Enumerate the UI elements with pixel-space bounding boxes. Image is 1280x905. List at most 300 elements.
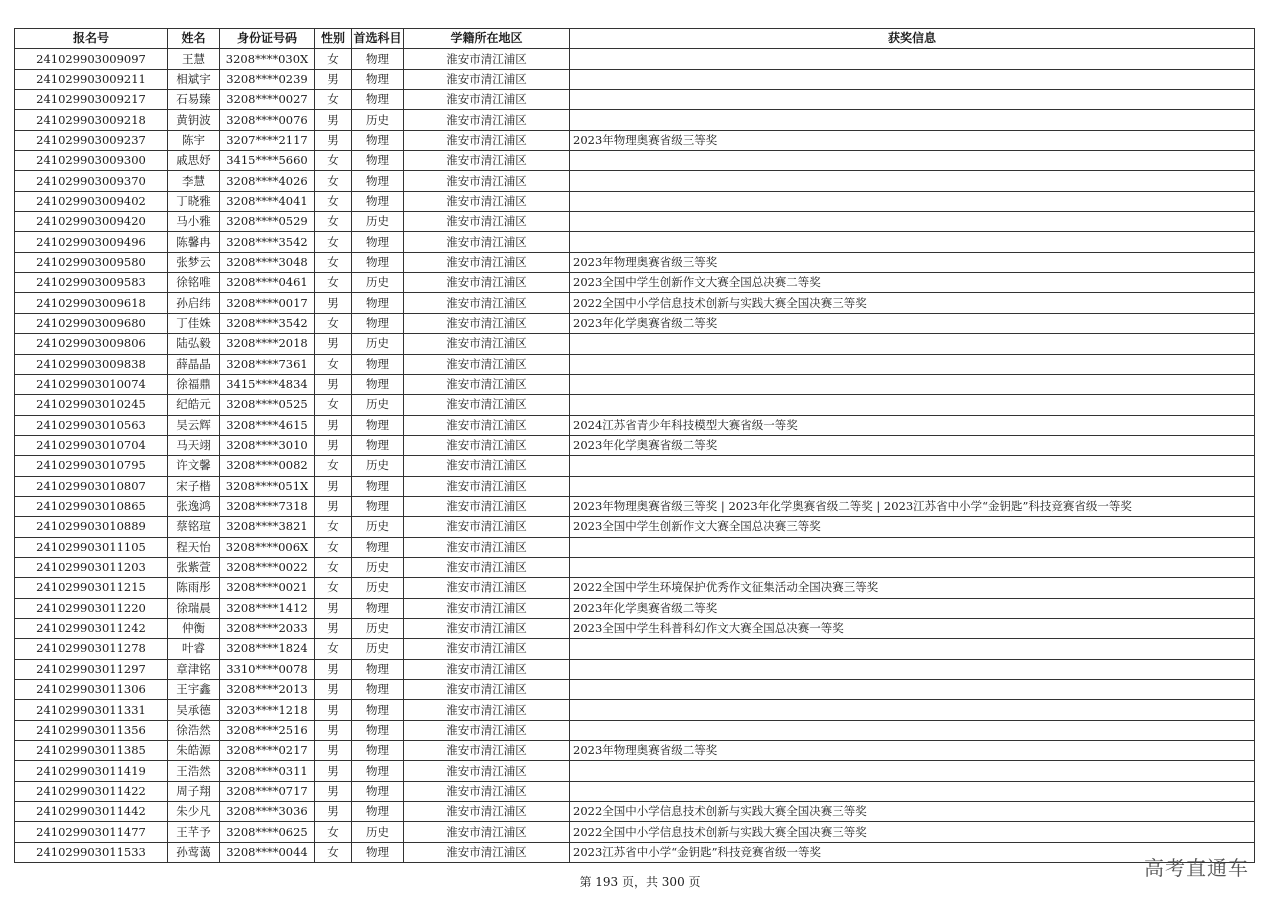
gender-cell: 男: [315, 680, 352, 700]
gender-cell: 男: [315, 69, 352, 89]
region-cell: 淮安市清江浦区: [404, 171, 570, 191]
region-cell: 淮安市清江浦区: [404, 700, 570, 720]
gender-cell: 女: [315, 537, 352, 557]
table-row: [15, 252, 1255, 272]
gender-cell: 男: [315, 130, 352, 150]
region-cell: 淮安市清江浦区: [404, 842, 570, 862]
region-cell: 淮安市清江浦区: [404, 822, 570, 842]
table-row: [15, 415, 1255, 435]
subject-cell: 历史: [352, 273, 404, 293]
id-number-cell: 3208****0461: [220, 273, 315, 293]
student-name-cell: 吴承德: [168, 700, 220, 720]
subject-cell: 历史: [352, 557, 404, 577]
award-info-cell: 2023年化学奥赛省级二等奖: [570, 435, 1255, 455]
award-info-cell: 2022全国中学生环境保护优秀作文征集活动全国决赛三等奖: [570, 578, 1255, 598]
award-info-cell: 2022全国中小学信息技术创新与实践大赛全国决赛三等奖: [570, 293, 1255, 313]
gender-cell: 女: [315, 354, 352, 374]
award-info-cell: [570, 781, 1255, 801]
registration-no-cell: 241029903011220: [15, 598, 168, 618]
region-cell: 淮安市清江浦区: [404, 130, 570, 150]
table-row: [15, 578, 1255, 598]
subject-cell: 物理: [352, 293, 404, 313]
table-row: [15, 761, 1255, 781]
table-row: [15, 151, 1255, 171]
header-region: 学籍所在地区: [404, 29, 570, 49]
id-number-cell: 3208****0625: [220, 822, 315, 842]
student-name-cell: 戚思妤: [168, 151, 220, 171]
region-cell: 淮安市清江浦区: [404, 741, 570, 761]
gender-cell: 女: [315, 212, 352, 232]
subject-cell: 物理: [352, 476, 404, 496]
registration-no-cell: 241029903009806: [15, 334, 168, 354]
student-name-cell: 相斌宇: [168, 69, 220, 89]
table-row: [15, 822, 1255, 842]
subject-cell: 物理: [352, 700, 404, 720]
subject-cell: 物理: [352, 537, 404, 557]
region-cell: 淮安市清江浦区: [404, 273, 570, 293]
registration-no-cell: 241029903010807: [15, 476, 168, 496]
region-cell: 淮安市清江浦区: [404, 151, 570, 171]
award-info-cell: [570, 557, 1255, 577]
registration-no-cell: 241029903011422: [15, 781, 168, 801]
award-info-cell: 2023江苏省中小学“金钥匙”科技竞赛省级一等奖: [570, 842, 1255, 862]
subject-cell: 物理: [352, 151, 404, 171]
registration-no-cell: 241029903009580: [15, 252, 168, 272]
subject-cell: 历史: [352, 456, 404, 476]
registration-no-cell: 241029903011203: [15, 557, 168, 577]
gender-cell: 男: [315, 293, 352, 313]
subject-cell: 历史: [352, 639, 404, 659]
registration-no-cell: 241029903011278: [15, 639, 168, 659]
watermark-logo-text: 高考直通车: [1144, 856, 1249, 880]
registration-no-cell: 241029903009583: [15, 273, 168, 293]
award-info-cell: 2023年物理奥赛省级二等奖: [570, 741, 1255, 761]
student-name-cell: 张梦云: [168, 252, 220, 272]
id-number-cell: 3208****4615: [220, 415, 315, 435]
award-list-sheet: [14, 28, 1254, 863]
table-body: [15, 49, 1255, 863]
gender-cell: 女: [315, 822, 352, 842]
student-name-cell: 陈雨彤: [168, 578, 220, 598]
student-name-cell: 纪皓元: [168, 395, 220, 415]
id-number-cell: 3208****0021: [220, 578, 315, 598]
registration-no-cell: 241029903010889: [15, 517, 168, 537]
table-row: [15, 395, 1255, 415]
award-info-cell: 2022全国中小学信息技术创新与实践大赛全国决赛三等奖: [570, 802, 1255, 822]
student-name-cell: 薛晶晶: [168, 354, 220, 374]
registration-no-cell: 241029903010563: [15, 415, 168, 435]
subject-cell: 物理: [352, 313, 404, 333]
id-number-cell: 3208****0217: [220, 741, 315, 761]
id-number-cell: 3208****2018: [220, 334, 315, 354]
award-info-cell: [570, 395, 1255, 415]
gender-cell: 男: [315, 700, 352, 720]
id-number-cell: 3207****2117: [220, 130, 315, 150]
header-gender: 性别: [315, 29, 352, 49]
region-cell: 淮安市清江浦区: [404, 680, 570, 700]
region-cell: 淮安市清江浦区: [404, 781, 570, 801]
award-info-cell: 2023年物理奥赛省级三等奖: [570, 130, 1255, 150]
table-row: [15, 802, 1255, 822]
registration-no-cell: 241029903011477: [15, 822, 168, 842]
gender-cell: 女: [315, 313, 352, 333]
award-info-cell: [570, 680, 1255, 700]
student-name-cell: 朱皓源: [168, 741, 220, 761]
award-info-cell: [570, 374, 1255, 394]
registration-no-cell: 241029903011533: [15, 842, 168, 862]
student-name-cell: 黄钥波: [168, 110, 220, 130]
header-registration-no: 报名号: [15, 29, 168, 49]
registration-no-cell: 241029903009218: [15, 110, 168, 130]
region-cell: 淮安市清江浦区: [404, 456, 570, 476]
gender-cell: 男: [315, 659, 352, 679]
table-row: [15, 680, 1255, 700]
region-cell: 淮安市清江浦区: [404, 334, 570, 354]
region-cell: 淮安市清江浦区: [404, 802, 570, 822]
id-number-cell: 3208****0311: [220, 761, 315, 781]
gender-cell: 女: [315, 557, 352, 577]
region-cell: 淮安市清江浦区: [404, 435, 570, 455]
id-number-cell: 3208****0017: [220, 293, 315, 313]
student-name-cell: 张紫萱: [168, 557, 220, 577]
subject-cell: 物理: [352, 659, 404, 679]
gender-cell: 男: [315, 618, 352, 638]
award-info-cell: [570, 49, 1255, 69]
registration-no-cell: 241029903009838: [15, 354, 168, 374]
id-number-cell: 3208****3542: [220, 313, 315, 333]
table-row: [15, 618, 1255, 638]
award-info-cell: [570, 720, 1255, 740]
table-row: [15, 69, 1255, 89]
gender-cell: 女: [315, 90, 352, 110]
table-row: [15, 842, 1255, 862]
table-row: [15, 171, 1255, 191]
student-name-cell: 石易臻: [168, 90, 220, 110]
gender-cell: 女: [315, 232, 352, 252]
id-number-cell: 3208****3036: [220, 802, 315, 822]
student-name-cell: 马小雅: [168, 212, 220, 232]
subject-cell: 物理: [352, 69, 404, 89]
table-row: [15, 232, 1255, 252]
region-cell: 淮安市清江浦区: [404, 537, 570, 557]
award-info-cell: [570, 476, 1255, 496]
student-name-cell: 张逸鸿: [168, 496, 220, 516]
award-info-cell: [570, 354, 1255, 374]
table-row: [15, 517, 1255, 537]
student-name-cell: 马天翊: [168, 435, 220, 455]
id-number-cell: 3208****051X: [220, 476, 315, 496]
table-row: [15, 374, 1255, 394]
award-info-cell: 2023全国中学生创新作文大赛全国总决赛二等奖: [570, 273, 1255, 293]
region-cell: 淮安市清江浦区: [404, 293, 570, 313]
registration-no-cell: 241029903011442: [15, 802, 168, 822]
id-number-cell: 3208****3542: [220, 232, 315, 252]
gender-cell: 男: [315, 415, 352, 435]
table-row: [15, 273, 1255, 293]
registration-no-cell: 241029903011331: [15, 700, 168, 720]
subject-cell: 物理: [352, 415, 404, 435]
student-name-cell: 王浩然: [168, 761, 220, 781]
region-cell: 淮安市清江浦区: [404, 395, 570, 415]
table-row: [15, 354, 1255, 374]
id-number-cell: 3208****2516: [220, 720, 315, 740]
registration-no-cell: 241029903010865: [15, 496, 168, 516]
subject-cell: 物理: [352, 374, 404, 394]
region-cell: 淮安市清江浦区: [404, 69, 570, 89]
gender-cell: 女: [315, 252, 352, 272]
award-info-cell: [570, 700, 1255, 720]
region-cell: 淮安市清江浦区: [404, 720, 570, 740]
id-number-cell: 3208****2033: [220, 618, 315, 638]
registration-no-cell: 241029903011419: [15, 761, 168, 781]
registration-no-cell: 241029903011306: [15, 680, 168, 700]
registration-no-cell: 241029903009370: [15, 171, 168, 191]
award-info-cell: 2023全国中学生创新作文大赛全国总决赛三等奖: [570, 517, 1255, 537]
region-cell: 淮安市清江浦区: [404, 557, 570, 577]
subject-cell: 历史: [352, 212, 404, 232]
subject-cell: 历史: [352, 517, 404, 537]
id-number-cell: 3208****3821: [220, 517, 315, 537]
award-info-cell: 2024江苏省青少年科技模型大赛省级一等奖: [570, 415, 1255, 435]
region-cell: 淮安市清江浦区: [404, 496, 570, 516]
subject-cell: 物理: [352, 842, 404, 862]
subject-cell: 物理: [352, 191, 404, 211]
region-cell: 淮安市清江浦区: [404, 374, 570, 394]
header-subject: 首选科目: [352, 29, 404, 49]
subject-cell: 历史: [352, 618, 404, 638]
registration-no-cell: 241029903011385: [15, 741, 168, 761]
registration-no-cell: 241029903009420: [15, 212, 168, 232]
subject-cell: 物理: [352, 252, 404, 272]
award-info-cell: [570, 90, 1255, 110]
id-number-cell: 3208****4041: [220, 191, 315, 211]
student-name-cell: 徐铭唯: [168, 273, 220, 293]
registration-no-cell: 241029903011242: [15, 618, 168, 638]
student-name-cell: 叶睿: [168, 639, 220, 659]
table-row: [15, 557, 1255, 577]
student-name-cell: 蔡铭瑄: [168, 517, 220, 537]
student-name-cell: 王芊予: [168, 822, 220, 842]
gender-cell: 女: [315, 456, 352, 476]
award-info-cell: 2023年化学奥赛省级二等奖: [570, 598, 1255, 618]
region-cell: 淮安市清江浦区: [404, 415, 570, 435]
id-number-cell: 3208****0717: [220, 781, 315, 801]
id-number-cell: 3208****0529: [220, 212, 315, 232]
id-number-cell: 3208****1412: [220, 598, 315, 618]
table-row: [15, 212, 1255, 232]
id-number-cell: 3208****3010: [220, 435, 315, 455]
table-row: [15, 49, 1255, 69]
region-cell: 淮安市清江浦区: [404, 476, 570, 496]
id-number-cell: 3208****7318: [220, 496, 315, 516]
student-name-cell: 徐瑞晨: [168, 598, 220, 618]
award-info-cell: [570, 69, 1255, 89]
subject-cell: 历史: [352, 334, 404, 354]
subject-cell: 物理: [352, 781, 404, 801]
award-info-cell: 2023年物理奥赛省级三等奖 | 2023年化学奥赛省级二等奖 | 2023江苏省中小学“金钥匙”科技竞赛省级一等奖: [570, 496, 1255, 516]
gender-cell: 女: [315, 151, 352, 171]
table-row: [15, 313, 1255, 333]
region-cell: 淮安市清江浦区: [404, 191, 570, 211]
id-number-cell: 3208****0044: [220, 842, 315, 862]
subject-cell: 历史: [352, 110, 404, 130]
award-info-cell: [570, 334, 1255, 354]
student-name-cell: 丁佳姝: [168, 313, 220, 333]
subject-cell: 物理: [352, 354, 404, 374]
region-cell: 淮安市清江浦区: [404, 212, 570, 232]
subject-cell: 物理: [352, 171, 404, 191]
award-info-cell: 2022全国中小学信息技术创新与实践大赛全国决赛三等奖: [570, 822, 1255, 842]
student-name-cell: 陈宇: [168, 130, 220, 150]
student-award-table: [14, 28, 1255, 863]
registration-no-cell: 241029903009300: [15, 151, 168, 171]
region-cell: 淮安市清江浦区: [404, 639, 570, 659]
subject-cell: 物理: [352, 496, 404, 516]
registration-no-cell: 241029903011297: [15, 659, 168, 679]
gender-cell: 女: [315, 517, 352, 537]
gender-cell: 女: [315, 171, 352, 191]
table-row: [15, 110, 1255, 130]
subject-cell: 物理: [352, 232, 404, 252]
registration-no-cell: 241029903011356: [15, 720, 168, 740]
subject-cell: 历史: [352, 578, 404, 598]
student-name-cell: 宋子楷: [168, 476, 220, 496]
table-row: [15, 537, 1255, 557]
region-cell: 淮安市清江浦区: [404, 578, 570, 598]
id-number-cell: 3208****030X: [220, 49, 315, 69]
id-number-cell: 3208****0239: [220, 69, 315, 89]
gender-cell: 男: [315, 720, 352, 740]
gender-cell: 女: [315, 273, 352, 293]
id-number-cell: 3310****0078: [220, 659, 315, 679]
award-info-cell: 2023全国中学生科普科幻作文大赛全国总决赛一等奖: [570, 618, 1255, 638]
gender-cell: 男: [315, 374, 352, 394]
table-row: [15, 293, 1255, 313]
table-row: [15, 700, 1255, 720]
student-name-cell: 徐福鼎: [168, 374, 220, 394]
award-info-cell: [570, 212, 1255, 232]
gender-cell: 男: [315, 741, 352, 761]
subject-cell: 物理: [352, 741, 404, 761]
table-row: [15, 598, 1255, 618]
award-info-cell: [570, 151, 1255, 171]
region-cell: 淮安市清江浦区: [404, 49, 570, 69]
id-number-cell: 3208****4026: [220, 171, 315, 191]
registration-no-cell: 241029903009496: [15, 232, 168, 252]
student-name-cell: 徐浩然: [168, 720, 220, 740]
gender-cell: 女: [315, 842, 352, 862]
student-name-cell: 周子翔: [168, 781, 220, 801]
header-name: 姓名: [168, 29, 220, 49]
gender-cell: 男: [315, 802, 352, 822]
student-name-cell: 王慧: [168, 49, 220, 69]
id-number-cell: 3208****7361: [220, 354, 315, 374]
award-info-cell: [570, 456, 1255, 476]
id-number-cell: 3208****0076: [220, 110, 315, 130]
student-name-cell: 许文馨: [168, 456, 220, 476]
registration-no-cell: 241029903010245: [15, 395, 168, 415]
award-info-cell: [570, 537, 1255, 557]
table-row: [15, 476, 1255, 496]
student-name-cell: 陈馨冉: [168, 232, 220, 252]
registration-no-cell: 241029903011105: [15, 537, 168, 557]
table-row: [15, 659, 1255, 679]
subject-cell: 物理: [352, 802, 404, 822]
subject-cell: 物理: [352, 435, 404, 455]
student-name-cell: 王宇鑫: [168, 680, 220, 700]
gender-cell: 女: [315, 578, 352, 598]
table-row: [15, 456, 1255, 476]
student-name-cell: 李慧: [168, 171, 220, 191]
student-name-cell: 孙启纬: [168, 293, 220, 313]
registration-no-cell: 241029903009097: [15, 49, 168, 69]
award-info-cell: [570, 191, 1255, 211]
registration-no-cell: 241029903009237: [15, 130, 168, 150]
region-cell: 淮安市清江浦区: [404, 354, 570, 374]
table-row: [15, 741, 1255, 761]
id-number-cell: 3208****0082: [220, 456, 315, 476]
registration-no-cell: 241029903010795: [15, 456, 168, 476]
registration-no-cell: 241029903010074: [15, 374, 168, 394]
student-name-cell: 陆弘毅: [168, 334, 220, 354]
gender-cell: 男: [315, 110, 352, 130]
region-cell: 淮安市清江浦区: [404, 659, 570, 679]
student-name-cell: 程天怡: [168, 537, 220, 557]
id-number-cell: 3208****3048: [220, 252, 315, 272]
gender-cell: 男: [315, 761, 352, 781]
table-header-row: [15, 29, 1255, 49]
registration-no-cell: 241029903009217: [15, 90, 168, 110]
subject-cell: 物理: [352, 761, 404, 781]
table-row: [15, 496, 1255, 516]
student-name-cell: 孙莺蔼: [168, 842, 220, 862]
student-name-cell: 章津铭: [168, 659, 220, 679]
region-cell: 淮安市清江浦区: [404, 761, 570, 781]
region-cell: 淮安市清江浦区: [404, 598, 570, 618]
subject-cell: 历史: [352, 395, 404, 415]
registration-no-cell: 241029903009402: [15, 191, 168, 211]
region-cell: 淮安市清江浦区: [404, 252, 570, 272]
subject-cell: 历史: [352, 822, 404, 842]
gender-cell: 女: [315, 49, 352, 69]
registration-no-cell: 241029903009211: [15, 69, 168, 89]
id-number-cell: 3208****0525: [220, 395, 315, 415]
id-number-cell: 3208****0027: [220, 90, 315, 110]
registration-no-cell: 241029903011215: [15, 578, 168, 598]
id-number-cell: 3415****4834: [220, 374, 315, 394]
id-number-cell: 3415****5660: [220, 151, 315, 171]
award-info-cell: [570, 232, 1255, 252]
table-row: [15, 781, 1255, 801]
registration-no-cell: 241029903009618: [15, 293, 168, 313]
region-cell: 淮安市清江浦区: [404, 232, 570, 252]
table-row: [15, 191, 1255, 211]
gender-cell: 女: [315, 639, 352, 659]
subject-cell: 物理: [352, 130, 404, 150]
gender-cell: 男: [315, 598, 352, 618]
gender-cell: 女: [315, 395, 352, 415]
award-info-cell: [570, 110, 1255, 130]
award-info-cell: [570, 171, 1255, 191]
region-cell: 淮安市清江浦区: [404, 90, 570, 110]
gender-cell: 男: [315, 476, 352, 496]
student-name-cell: 仲衡: [168, 618, 220, 638]
table-row: [15, 90, 1255, 110]
award-info-cell: [570, 659, 1255, 679]
region-cell: 淮安市清江浦区: [404, 313, 570, 333]
gender-cell: 男: [315, 781, 352, 801]
table-row: [15, 334, 1255, 354]
